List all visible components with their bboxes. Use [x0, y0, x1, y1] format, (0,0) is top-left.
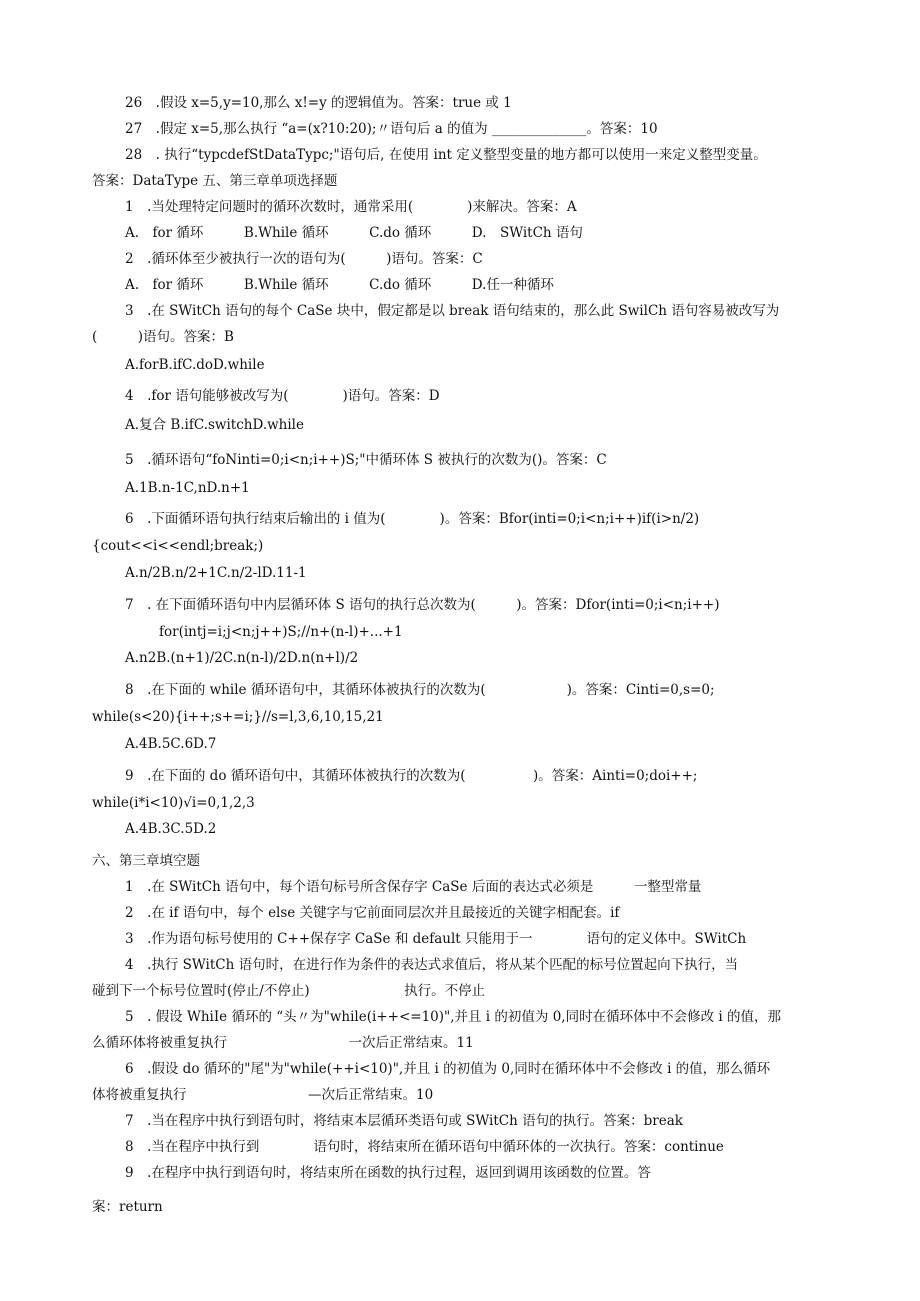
text-line: 5 .循环语句“foNinti=0;i<n;i++)S;"中循环体 S 被执行的次数为()。答案：C	[125, 452, 607, 468]
text-line: 4 .for 语句能够被改写为( )语句。答案：D	[125, 388, 440, 404]
text-line: 4 .执行 SWitCh 语句时，在进行作为条件的表达式求值后，将从某个匹配的标号位置起向下执行，当	[125, 957, 739, 973]
text-line: 体将被重复执行 —次后正常结束。10	[92, 1087, 434, 1103]
text-line: 28 . 执行“typcdefStDataTypc;"语句后, 在使用 int 定义整型变量的地方都可以使用一来定义整型变量。	[125, 147, 767, 163]
text-line: A.4B.3C.5D.2	[125, 821, 217, 837]
text-line: 26 .假设 x=5,y=10,那么 x!=y 的逻辑值为。答案：true 或 1	[125, 95, 512, 111]
text-line: 2 .在 if 语句中，每个 else 关键字与它前面同层次并且最接近的关键字相配套。if	[125, 905, 620, 921]
text-line: 27 .假定 x=5,那么执行 “a=(x?10:20);〃语句后 a 的值为 ______________。答案：10	[125, 121, 658, 137]
text-line: 9 .在下面的 do 循环语句中，其循环体被执行的次数为( )。答案：Ainti=0;doi++;	[125, 768, 698, 784]
text-line: 碰到下一个标号位置时(停止/不停止) 执行。不停止	[92, 983, 486, 999]
text-line: 么循环体将被重复执行 一次后正常结束。11	[92, 1035, 474, 1051]
text-line: 1 .在 SWitCh 语句中，每个语句标号所含保存字 CaSe 后面的表达式必须是 一整型常量	[125, 879, 702, 895]
text-line: A.复合 B.ifC.switchD.while	[125, 417, 304, 433]
text-line: A.n/2B.n/2+1C.n∕2-lD.11-1	[125, 565, 307, 581]
text-line: A.n2B.(n+1)/2C.n(n-l)∕2D.n(n+l)∕2	[125, 650, 359, 666]
text-line: while(i*i<10)√i=0,1,2,3	[92, 795, 255, 811]
text-line: A. for 循环 B.While 循环 C.do 循环 D. SWitCh 语句	[125, 225, 583, 241]
text-line: 8 .在下面的 while 循环语句中，其循环体被执行的次数为( )。答案：Cinti=0,s=0;	[125, 682, 715, 698]
text-line: for(intj=i;j<n;j++)S;//n+(n-l)+...+1	[159, 624, 403, 640]
text-line: 7 . 在下面循环语句中内层循环体 S 语句的执行总次数为( )。答案：Dfor(inti=0;i<n;i++)	[125, 597, 720, 613]
text-line: 7 .当在程序中执行到语句时，将结束本层循环类语句或 SWitCh 语句的执行。答案：break	[125, 1113, 683, 1129]
text-line: 2 .循环体至少被执行一次的语句为( )语句。答案：C	[125, 251, 483, 267]
text-line: while(s<20){i++;s+=i;}//s=l,3,6,10,15,21	[92, 709, 384, 725]
text-line: 3 .作为语句标号使用的 C++保存字 CaSe 和 default 只能用于一 语句的定义体中。SWitCh	[125, 931, 747, 947]
text-line: A. for 循环 B.While 循环 C.do 循环 D.任一种循环	[125, 277, 554, 293]
text-line: A.1B.n-1C,nD.n+1	[125, 480, 250, 496]
text-line: 1 .当处理特定问题时的循环次数时，通常采用( )来解决。答案：A	[125, 199, 577, 215]
text-line: 答案：DataType 五、第三章单项选择题	[92, 173, 338, 189]
text-line: A.forB.ifC.doD.while	[125, 357, 265, 373]
text-line: 5 . 假设 WhiIe 循环的 “头〃为"while(i++<=10)",并且 i 的初值为 0,同时在循环体中不会修改 i 的值，那	[125, 1009, 781, 1025]
text-line: 案：return	[92, 1199, 163, 1215]
text-line: {cout<<i<<endl;break;)	[92, 538, 264, 554]
text-line: 6 .假设 do 循环的"尾"为"while(++i<10)",并且 i 的初值为 0,同时在循环体中不会修改 i 的值，那么循环	[125, 1061, 771, 1077]
text-line: A.4B.5C.6D.7	[125, 736, 217, 752]
text-line: 6 .下面循环语句执行结束后输出的 i 值为( )。答案：Bfor(inti=0;i<n;i++)if(i>n/2)	[125, 511, 700, 527]
section-heading: 六、第三章填空题	[92, 853, 200, 869]
text-line: 8 .当在程序中执行到 语句时，将结束所在循环语句中循环体的一次执行。答案：continue	[125, 1139, 724, 1155]
text-line: 9 .在程序中执行到语句时，将结束所在函数的执行过程，返回到调用该函数的位置。答	[125, 1165, 651, 1181]
text-line: 3 .在 SWitCh 语句的每个 CaSe 块中，假定都是以 break 语句结束的，那么此 SwilCh 语句容易被改写为	[125, 303, 780, 319]
text-line: ( )语句。答案：B	[92, 329, 234, 345]
